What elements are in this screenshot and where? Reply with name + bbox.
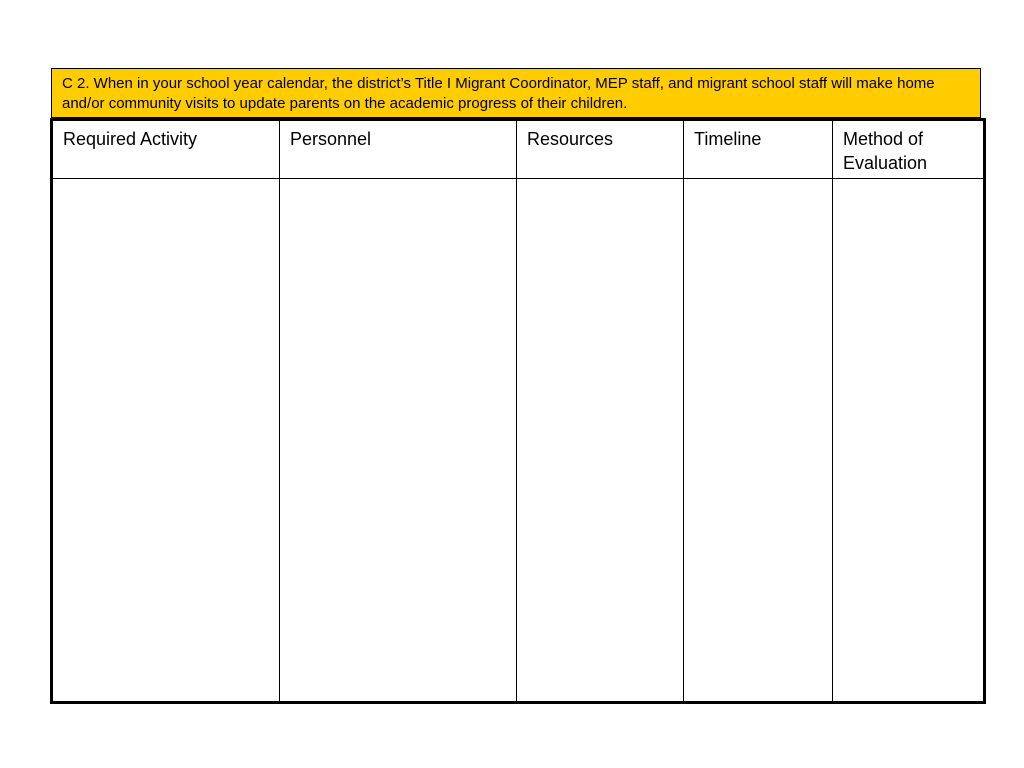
header-required-activity: Required Activity bbox=[52, 120, 280, 179]
action-plan-table bbox=[50, 118, 986, 704]
table-header-row bbox=[52, 120, 985, 179]
cell-personnel[interactable] bbox=[280, 179, 517, 703]
cell-timeline[interactable] bbox=[684, 179, 833, 703]
cell-required-activity[interactable] bbox=[52, 179, 280, 703]
header-method-of-evaluation: Method of Evaluation bbox=[833, 120, 985, 179]
header-resources: Resources bbox=[517, 120, 684, 179]
table-row bbox=[52, 179, 985, 703]
question-banner: C 2. When in your school year calendar, the district’s Title I Migrant Coordinator, MEP staff, and migrant school staff will make home and/or community visits to update parents on the academic progress of their children. bbox=[51, 68, 981, 118]
header-personnel: Personnel bbox=[280, 120, 517, 179]
cell-resources[interactable] bbox=[517, 179, 684, 703]
header-timeline: Timeline bbox=[684, 120, 833, 179]
cell-method-of-evaluation[interactable] bbox=[833, 179, 985, 703]
